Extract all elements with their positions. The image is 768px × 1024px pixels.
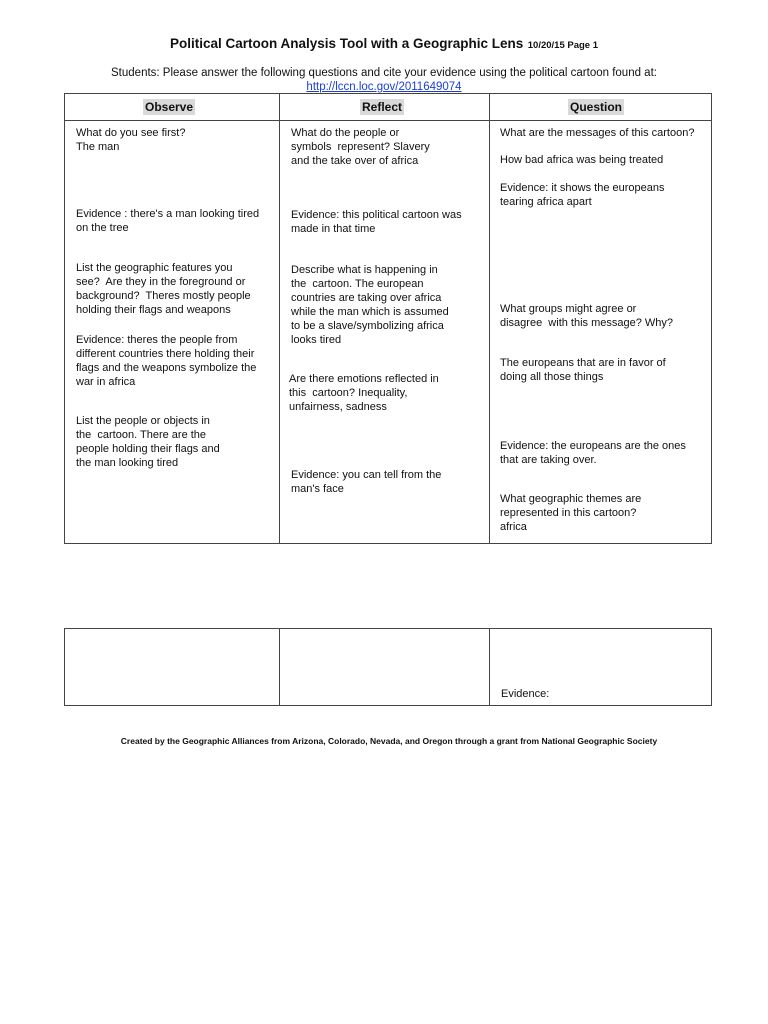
reflect-header: Reflect [362, 100, 403, 114]
reflect-symbols: What do the people or symbols represent? Slavery and the take over of africa [291, 127, 430, 167]
column-divider [489, 94, 490, 543]
instructions-text: Students: Please answer the following questions and cite your evidence using the political cartoon found at: [111, 67, 657, 79]
secondary-evidence-label: Evidence: [501, 688, 550, 700]
reflect-what-happening: Describe what is happening in the cartoon. The european countries are taking over africa while the man which is assumed to be a slave/symbolizing africa looks tired [291, 264, 449, 346]
question-answer: How bad africa was being treated [500, 154, 664, 166]
reflect-evidence-1: Evidence: this political cartoon was made in that time [291, 209, 462, 235]
question-messages: What are the messages of this cartoon? [500, 127, 695, 139]
header-divider [65, 120, 711, 121]
observe-what-see-first: What do you see first? The man [76, 127, 186, 153]
reflect-evidence-2: Evidence: you can tell from the man's face [291, 469, 442, 495]
question-geographic-themes: What geographic themes are represented in this cartoon? africa [500, 493, 642, 533]
observe-evidence-2: Evidence: theres the people from different countries there holding their flags and the weapons symbolize the war in africa [76, 334, 257, 388]
column-divider [279, 94, 280, 543]
column-divider [489, 629, 490, 705]
document-date-page: 10/20/15 Page 1 [527, 40, 598, 51]
observe-geographic-features: List the geographic features you see? Are they in the foreground or background? Theres mostly people holding their flags and weapons [76, 262, 251, 316]
question-evidence-1: Evidence: it shows the europeans tearing africa apart [500, 182, 665, 208]
secondary-table [64, 628, 712, 706]
analysis-table [64, 93, 712, 544]
instructions-block [0, 66, 768, 94]
document-title-row [0, 35, 768, 53]
question-groups-agree: What groups might agree or disagree with this message? Why? [500, 303, 674, 329]
observe-header: Observe [145, 100, 194, 114]
question-groups-answer: The europeans that are in favor of doing all those things [500, 357, 666, 383]
footer-credit: Created by the Geographic Alliances from Arizona, Colorado, Nevada, and Oregon through a grant from National Geographic Society [120, 736, 658, 746]
question-evidence-2: Evidence: the europeans are the ones that are taking over. [500, 440, 686, 466]
question-header: Question [570, 100, 623, 114]
column-divider [279, 629, 280, 705]
cartoon-link[interactable]: http://lccn.loc.gov/2011649074 [306, 81, 462, 93]
document-title: Political Cartoon Analysis Tool with a Geographic Lens [169, 36, 524, 51]
reflect-emotions: Are there emotions reflected in this cartoon? Inequality, unfairness, sadness [289, 373, 439, 413]
observe-people-objects: List the people or objects in the cartoon. There are the people holding their flags and the man looking tired [76, 415, 220, 469]
observe-evidence-1: Evidence : there's a man looking tired on the tree [76, 208, 260, 234]
